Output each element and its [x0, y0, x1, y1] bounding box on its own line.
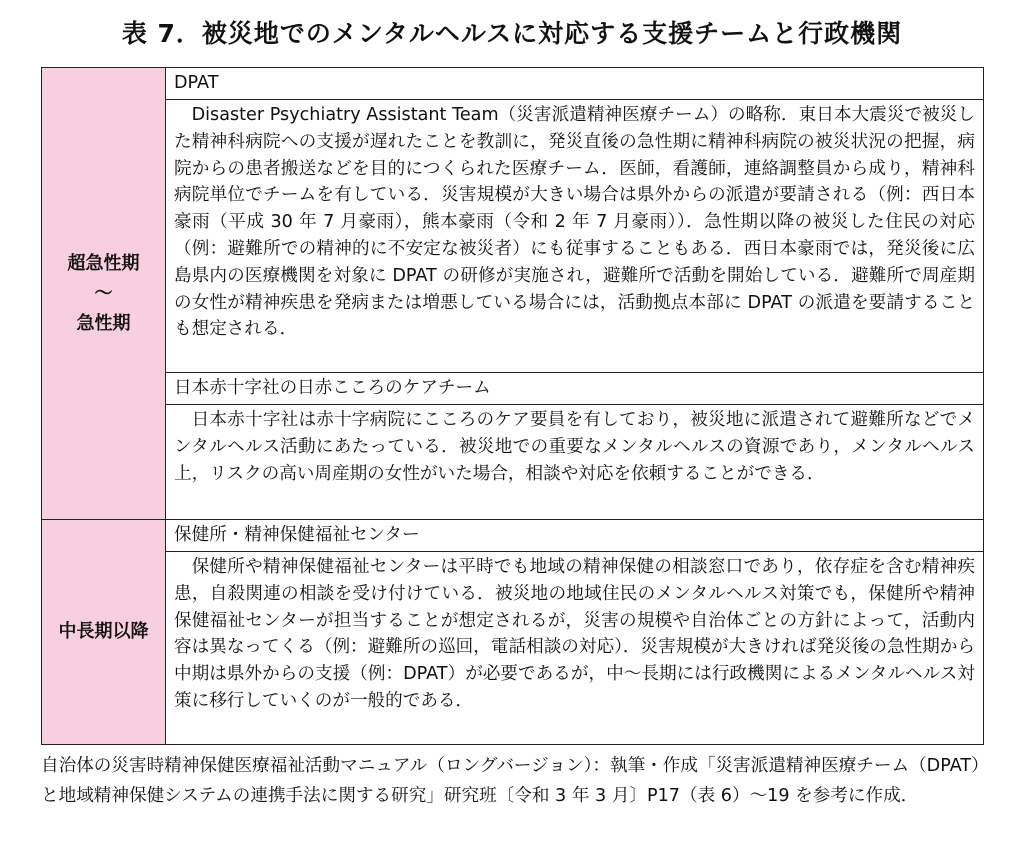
team-name-health-center: 保健所・精神保健福祉センター	[166, 520, 984, 552]
table-title: 表 7．被災地でのメンタルヘルスに対応する支援チームと行政機関	[121, 19, 903, 48]
table-row	[42, 68, 984, 100]
table-row	[42, 520, 984, 552]
table-row	[42, 405, 984, 520]
team-description-dpat: Disaster Psychiatry Assistant Team（災害派遣精神医療チーム）の略称．東日本大震災で被災した精神科病院への支援が遅れたことを教訓に，発災直後の急性期に精神科病院の被災状況の把握，病院からの患者搬送などを目的につくられた医療チーム．医師，看護師，連絡調整員から成り，精神科病院単位でチームを有している．災害規模が大きい場合は県外からの派遣が要請される（例：西日本豪雨（平成 30 年 7 月豪雨），熊本豪雨（令和 2 年 7 月豪雨））．急性期以降の被災した住民の対応（例：避難所での精神的に不安定な被災者）にも従事することもある．西日本豪雨では，発災後に広島県内の医療機関を対象に DPAT の研修が実施され，避難所で活動を開始している．避難所で周産期の女性が精神疾患を発病または増悪している場合には，活動拠点本部に DPAT の派遣を要請することも想定される．	[166, 100, 984, 373]
phase-cell-mid-long	[42, 520, 166, 745]
phase-cell-acute	[42, 68, 166, 520]
support-teams-table	[41, 67, 984, 745]
team-description-health-center: 保健所や精神保健福祉センターは平時でも地域の精神保健の相談窓口であり，依存症を含む精神疾患，自殺関連の相談を受け付けている．被災地の地域住民のメンタルヘルス対策でも，保健所や精神保健福祉センターが担当することが想定されるが，災害の規模や自治体ごとの方針によって，活動内容は異なってくる（例：避難所の巡回，電話相談の対応）．災害規模が大きければ発災後の急性期から中期は県外からの支援（例：DPAT）が必要であるが，中～長期には行政機関によるメンタルヘルス対策に移行していくのが一般的である．	[166, 552, 984, 745]
source-note: 自治体の災害時精神保健医療福祉活動マニュアル（ロングバージョン）：執筆・作成「災害派遣精神医療チーム（DPAT）と地域精神保健システムの連携手法に関する研究」研究班〔令和 3 年 3 月〕P17（表 6）～19 を参考に作成．	[41, 756, 980, 806]
phase-label: 超急性期	[67, 252, 140, 274]
team-name-red-cross: 日本赤十字社の日赤こころのケアチーム	[166, 373, 984, 405]
team-name-dpat: DPAT	[166, 68, 984, 100]
table-row	[42, 373, 984, 405]
team-description-red-cross: 日本赤十字社は赤十字病院にこころのケア要員を有しており，被災地に派遣されて避難所などでメンタルヘルス活動にあたっている．被災地での重要なメンタルヘルスの資源であり，メンタルヘルス上，リスクの高い周産期の女性がいた場合，相談や対応を依頼することができる．	[166, 405, 984, 520]
table-row	[42, 552, 984, 745]
phase-label: 急性期	[76, 312, 131, 334]
table-row	[42, 100, 984, 373]
phase-label-separator: ～	[94, 282, 113, 304]
phase-label: 中長期以降	[58, 621, 149, 642]
